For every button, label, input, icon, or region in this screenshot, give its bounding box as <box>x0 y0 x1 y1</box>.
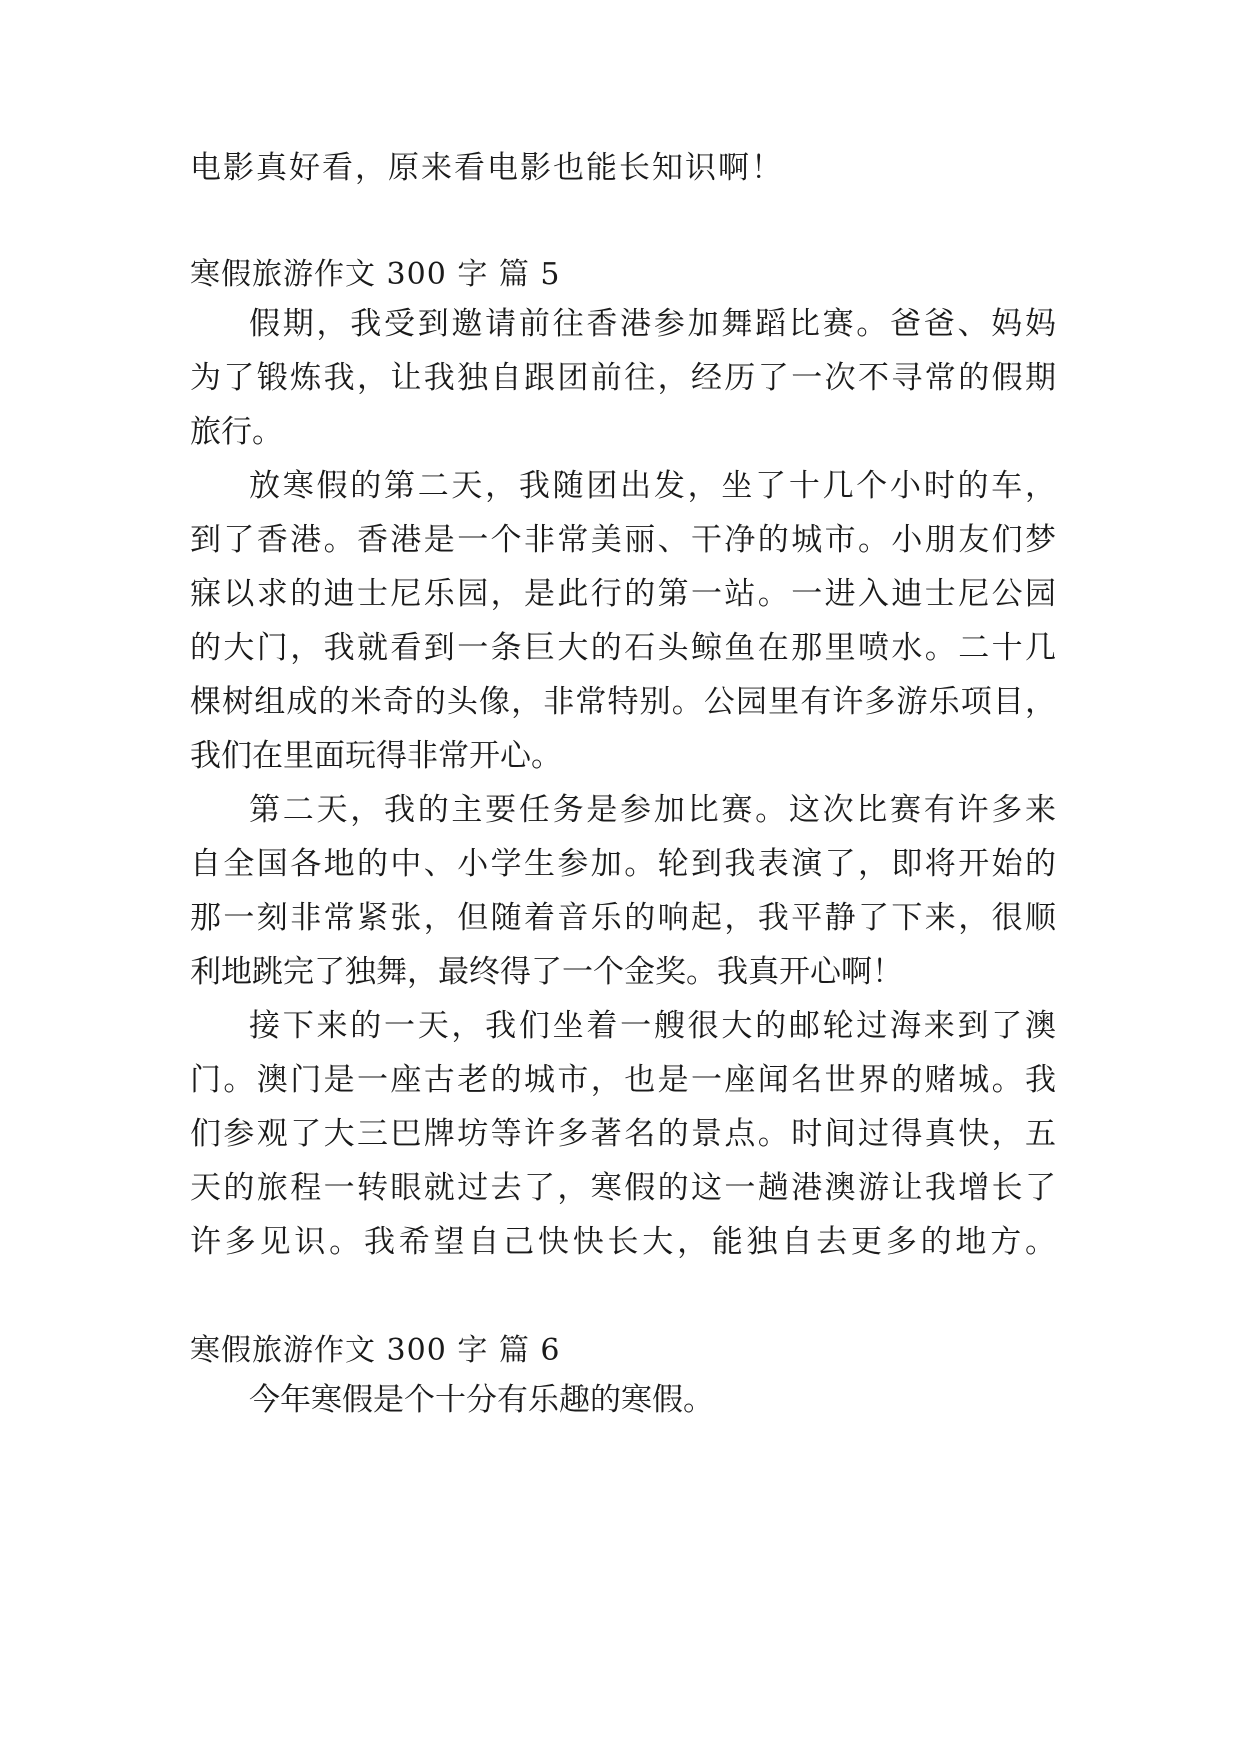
s5-p3-line1: 第二天，我的主要任务是参加比赛。这次比赛有许多来 <box>249 792 1059 828</box>
s6-p1-line1: 今年寒假是个十分有乐趣的寒假。 <box>249 1382 714 1418</box>
s5-p2-line1: 放寒假的第二天，我随团出发，坐了十几个小时的车， <box>249 468 1059 504</box>
s5-p1-line3: 旅行。 <box>190 414 283 450</box>
s5-p4-line5: 许多见识。我希望自己快快长大，能独自去更多的地方。 <box>190 1224 1060 1260</box>
section-6-heading: 寒假旅游作文 300 字 篇 6 <box>190 1333 561 1368</box>
s5-p3-line3: 那一刻非常紧张，但随着音乐的响起，我平静了下来，很顺 <box>190 900 1059 936</box>
s5-p3-line4: 利地跳完了独舞，最终得了一个金奖。我真开心啊！ <box>190 954 903 990</box>
s5-p2-line2: 到了香港。香港是一个非常美丽、干净的城市。小朋友们梦 <box>190 522 1059 558</box>
continuation-line: 电影真好看，原来看电影也能长知识啊！ <box>190 150 784 186</box>
s5-p3-line2: 自全国各地的中、小学生参加。轮到我表演了，即将开始的 <box>190 846 1059 882</box>
s5-p2-line4: 的大门，我就看到一条巨大的石头鲸鱼在那里喷水。二十几 <box>190 630 1059 666</box>
s5-p4-line1: 接下来的一天，我们坐着一艘很大的邮轮过海来到了澳 <box>249 1008 1059 1044</box>
s5-p4-line2: 门。澳门是一座古老的城市，也是一座闻名世界的赌城。我 <box>190 1062 1059 1098</box>
section-5-heading: 寒假旅游作文 300 字 篇 5 <box>190 257 561 292</box>
s5-p2-line6: 我们在里面玩得非常开心。 <box>190 738 562 774</box>
s5-p2-line5: 棵树组成的米奇的头像，非常特别。公园里有许多游乐项目， <box>190 684 1058 720</box>
s5-p4-line4: 天的旅程一转眼就过去了，寒假的这一趟港澳游让我增长了 <box>190 1170 1059 1206</box>
s5-p1-line2: 为了锻炼我，让我独自跟团前往，经历了一次不寻常的假期 <box>190 360 1059 396</box>
s5-p1-line1: 假期，我受到邀请前往香港参加舞蹈比赛。爸爸、妈妈 <box>249 306 1059 342</box>
s5-p4-line3: 们参观了大三巴牌坊等许多著名的景点。时间过得真快，五 <box>190 1116 1059 1152</box>
s5-p2-line3: 寐以求的迪士尼乐园，是此行的第一站。一进入迪士尼公园 <box>190 576 1059 612</box>
